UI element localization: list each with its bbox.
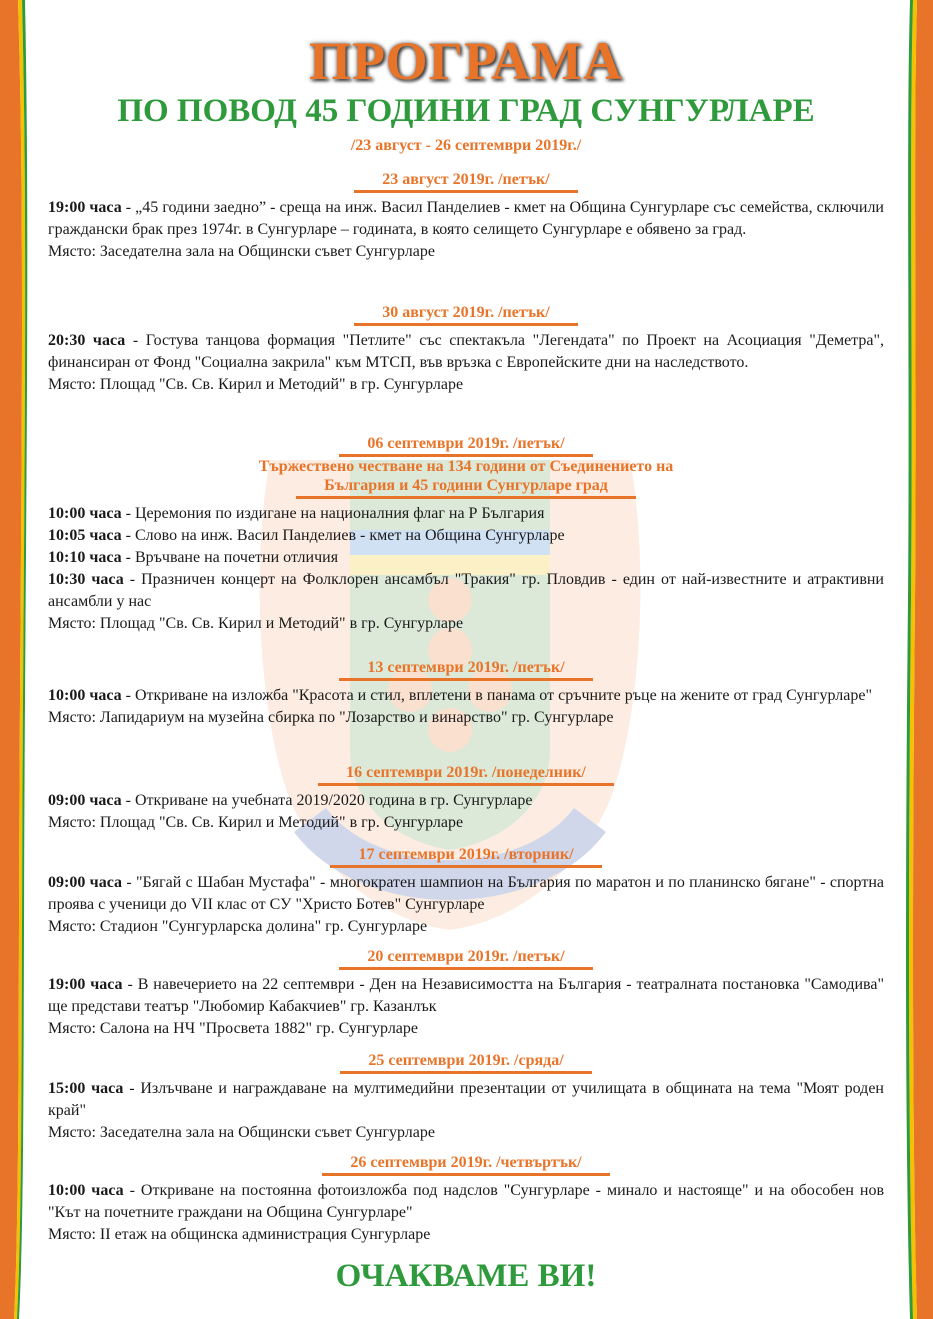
event-entry: 19:00 часа - „45 години заедно” - среща на инж. Васил Панделиев - кмет на Община Сунгурларе със семейства, сключили граждански брак през 1974г. в Сунгурларе – годината, в която селището Сунгурларе е обявено за град.	[48, 199, 884, 238]
event-entry: 09:00 часа - Откриване на учебната 2019/2020 година в гр. Сунгурларе	[48, 792, 533, 809]
event-location: Място: Заседателна зала на Общински съвет Сунгурларе	[48, 1124, 435, 1141]
day-heading: 16 септември 2019г. /понеделник/	[48, 763, 884, 786]
event-entry: 10:10 часа - Връчване на почетни отличия	[48, 549, 339, 566]
page-title: ПРОГРАМА	[308, 31, 624, 91]
event-location: Място: Салона на НЧ "Просвета 1882" гр. Сунгурларе	[48, 1020, 418, 1037]
day-section	[48, 434, 884, 635]
day-heading: 06 септември 2019г. /петък/	[48, 434, 884, 457]
event-location: Място: Стадион "Сунгурларска долина" гр. Сунгурларе	[48, 918, 428, 935]
event-period: /23 август - 26 септември 2019г./	[350, 137, 582, 154]
event-entry: 09:00 часа - "Бягай с Шабан Мустафа" - многократен шампион на България по маратон и по планинско бягане" - спортна проява с ученици до VII клас от СУ "Христо Ботев" Сунгурларе	[48, 874, 885, 913]
day-section	[48, 303, 884, 396]
day-heading: 17 септември 2019г. /вторник/	[48, 845, 884, 868]
right-border-stripe	[903, 0, 933, 1319]
day-section	[48, 170, 884, 263]
day-heading: 23 август 2019г. /петък/	[48, 170, 884, 193]
page-subtitle: ПО ПОВОД 45 ГОДИНИ ГРАД СУНГУРЛАРЕ	[117, 93, 815, 129]
event-entry: 10:00 часа - Откриване на постоянна фотоизложба под надслов "Сунгурларе - минало и настояще" и на обособен нов "Кът на почетните граждани на Община Сунгурларе"	[48, 1182, 884, 1221]
day-heading: 13 септември 2019г. /петък/	[48, 658, 884, 681]
event-location: Място: II етаж на общинска администрация Сунгурларе	[48, 1226, 431, 1243]
event-entry: 15:00 часа - Излъчване и награждаване на мултимедийни презентации от училищата в общината на тема "Моят роден край"	[48, 1080, 884, 1119]
closing-message: ОЧАКВАМЕ ВИ!	[335, 1258, 597, 1294]
event-entry: 10:00 часа - Церемония по издигане на националния флаг на Р България	[48, 505, 545, 522]
event-entry: 10:05 часа - Слово на инж. Васил Панделиев - кмет на Община Сунгурларе	[48, 527, 565, 544]
event-entry: 19:00 часа - В навечерието на 22 септември - Ден на Независимостта на България - театралната постановка "Самодива" ще представи театър "Любомир Кабакчиев" гр. Казанлък	[48, 976, 884, 1015]
event-location: Място: Площад "Св. Св. Кирил и Методий" в гр. Сунгурларе	[48, 376, 464, 393]
event-entry: 10:00 часа - Откриване на изложба "Красота и стил, вплетени в панама от сръчните ръце на жените от град Сунгурларе"	[48, 687, 872, 704]
event-location: Място: Площад "Св. Св. Кирил и Методий" в гр. Сунгурларе	[48, 615, 464, 632]
event-entry: 10:30 часа - Празничен концерт на Фолклорен ансамбъл "Тракия" гр. Пловдив - един от най-известните и атрактивни ансамбли у нас	[48, 571, 884, 610]
day-heading: 20 септември 2019г. /петък/	[48, 947, 884, 970]
left-border-stripe	[0, 0, 30, 1319]
day-subheading: България и 45 години Сунгурларе град	[48, 476, 884, 499]
day-heading: 26 септември 2019г. /четвъртък/	[48, 1153, 884, 1176]
event-location: Място: Заседателна зала на Общински съвет Сунгурларе	[48, 243, 435, 260]
day-section	[48, 1153, 884, 1246]
day-section	[48, 658, 884, 729]
day-section	[48, 1051, 884, 1144]
event-location: Място: Площад "Св. Св. Кирил и Методий" в гр. Сунгурларе	[48, 814, 464, 831]
day-subheading: Тържествено честване на 134 години от Съединението на	[258, 458, 674, 475]
day-heading: 25 септември 2019г. /сряда/	[48, 1051, 884, 1074]
event-location: Място: Лапидариум на музейна сбирка по "Лозарство и винарство" гр. Сунгурларе	[48, 709, 614, 726]
day-section	[48, 947, 884, 1040]
day-heading: 30 август 2019г. /петък/	[48, 303, 884, 326]
event-entry: 20:30 часа - Гостува танцова формация "Петлите" със спектакъла "Легендата" по Проект на Асоциация "Деметра", финансиран от Фонд "Социална закрила" към МТСП, във връзка с Европейските дни на наследството.	[48, 332, 885, 371]
day-section	[48, 845, 884, 938]
day-section	[48, 763, 884, 834]
